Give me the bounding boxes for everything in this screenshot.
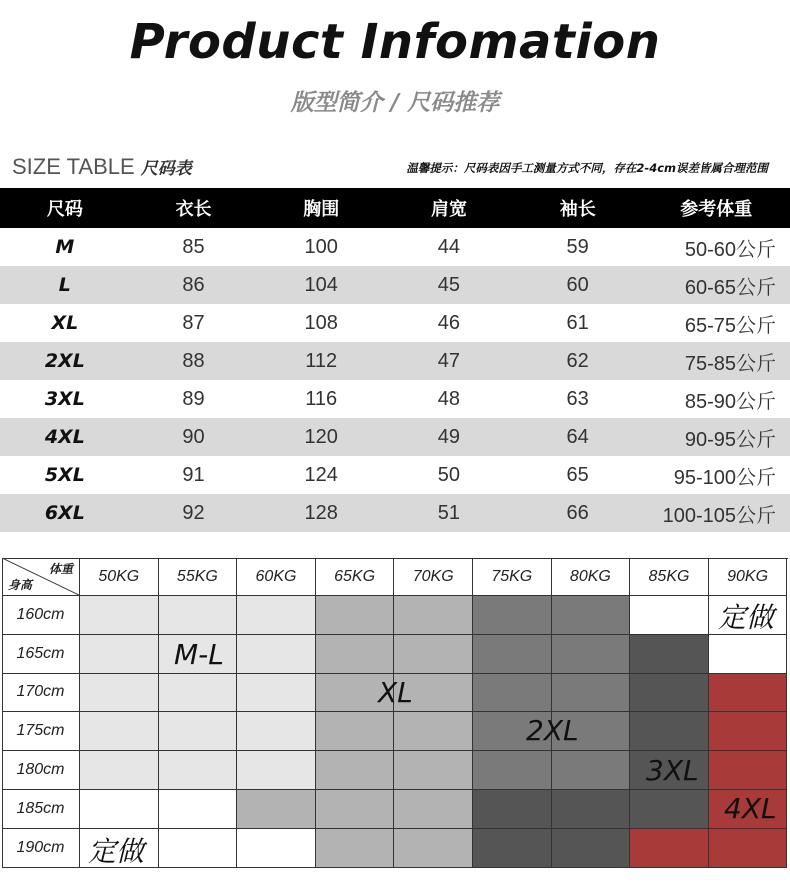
header-sleeve: 袖长 <box>559 199 596 220</box>
grid-cell <box>394 635 473 674</box>
grid-cell <box>237 712 316 751</box>
header-weight: 参考体重 <box>680 199 753 220</box>
grid-cell <box>80 751 159 790</box>
size-row <box>0 304 790 342</box>
weight-column-header: 80KG <box>552 558 631 596</box>
cell-chest: 120 <box>304 425 338 448</box>
height-row-header: 170cm <box>2 674 80 713</box>
cell-chest: 128 <box>304 501 338 524</box>
cell-length: 90 <box>182 425 205 448</box>
grid-cell <box>709 674 788 713</box>
cell-chest: 124 <box>304 463 338 486</box>
measurement-tip: 温馨提示：尺码表因手工测量方式不同，存在2-4cm误差皆属合理范围 <box>406 161 768 175</box>
header-length: 衣长 <box>175 199 212 220</box>
grid-cell <box>552 751 631 790</box>
cell-sleeve: 59 <box>566 235 589 258</box>
cell-length: 87 <box>182 311 205 334</box>
height-row-header: 175cm <box>2 712 80 751</box>
grid-cell <box>630 829 709 868</box>
grid-cell <box>237 751 316 790</box>
height-row-header: 185cm <box>2 790 80 829</box>
grid-cell <box>630 635 709 674</box>
weight-column-header: 85KG <box>630 558 709 596</box>
cell-size: M <box>55 236 75 258</box>
cell-size: 3XL <box>44 388 85 410</box>
label-custom-top: 定做 <box>718 601 775 634</box>
cell-weight: 60-65公斤 <box>684 276 777 299</box>
height-row-header: 160cm <box>2 596 80 635</box>
header-shoulder: 肩宽 <box>431 199 468 220</box>
cell-chest: 104 <box>304 273 338 296</box>
cell-length: 86 <box>182 273 205 296</box>
weight-column-header: 55KG <box>159 558 238 596</box>
grid-cell <box>159 596 238 635</box>
cell-length: 91 <box>182 463 205 486</box>
grid-cell <box>473 596 552 635</box>
grid-cell <box>80 596 159 635</box>
grid-cell <box>159 829 238 868</box>
cell-weight: 50-60公斤 <box>684 238 777 261</box>
cell-size: 6XL <box>44 502 85 524</box>
cell-chest: 116 <box>305 387 338 410</box>
cell-chest: 112 <box>305 349 338 372</box>
grid-cell <box>80 712 159 751</box>
cell-sleeve: 61 <box>566 311 589 334</box>
size-row <box>0 494 790 532</box>
grid-cell <box>552 674 631 713</box>
size-row <box>0 266 790 304</box>
size-table-label-en: SIZE TABLE <box>12 154 135 179</box>
grid-cell <box>552 829 631 868</box>
cell-weight: 100-105公斤 <box>662 504 777 527</box>
grid-cell <box>316 635 395 674</box>
cell-weight: 65-75公斤 <box>684 314 777 337</box>
corner-height-label: 身高 <box>8 578 33 592</box>
size-table-header <box>0 188 790 228</box>
grid-cell <box>237 674 316 713</box>
cell-shoulder: 44 <box>437 235 461 258</box>
grid-cell <box>394 712 473 751</box>
cell-chest: 108 <box>304 311 338 334</box>
size-row <box>0 456 790 494</box>
grid-cell <box>630 712 709 751</box>
grid-cell <box>237 596 316 635</box>
grid-cell <box>237 829 316 868</box>
grid-cell <box>709 751 788 790</box>
cell-sleeve: 65 <box>566 463 589 486</box>
grid-cell <box>237 635 316 674</box>
size-table-label <box>12 154 192 180</box>
grid-cell <box>394 829 473 868</box>
grid-corner <box>2 558 80 596</box>
cell-sleeve: 62 <box>566 349 589 372</box>
grid-cell <box>473 829 552 868</box>
grid-cell <box>709 635 788 674</box>
label-m-l: M-L <box>174 638 224 671</box>
grid-cell <box>473 674 552 713</box>
cell-sleeve: 60 <box>566 273 589 296</box>
corner-weight-label: 体重 <box>48 562 73 576</box>
cell-weight: 75-85公斤 <box>684 352 777 375</box>
grid-cell <box>473 751 552 790</box>
grid-cell <box>316 790 395 829</box>
cell-shoulder: 45 <box>437 273 461 296</box>
size-table-label-cn: 尺码表 <box>140 159 192 178</box>
label-3xl: 3XL <box>646 754 699 787</box>
height-row-header: 165cm <box>2 635 80 674</box>
label-custom-bottom: 定做 <box>88 835 145 868</box>
grid-cell <box>552 790 631 829</box>
size-row <box>0 342 790 380</box>
weight-column-header: 65KG <box>316 558 395 596</box>
weight-column-header: 60KG <box>237 558 316 596</box>
grid-cell <box>159 751 238 790</box>
grid-cell <box>552 635 631 674</box>
grid-cell <box>159 674 238 713</box>
cell-shoulder: 50 <box>437 463 461 486</box>
grid-cell <box>316 596 395 635</box>
cell-shoulder: 47 <box>437 349 461 372</box>
cell-length: 85 <box>182 235 205 258</box>
height-row-header: 180cm <box>2 751 80 790</box>
grid-cell <box>80 790 159 829</box>
cell-shoulder: 49 <box>437 425 461 448</box>
grid-cell <box>237 790 316 829</box>
header-chest: 胸围 <box>303 199 340 220</box>
grid-cell <box>80 635 159 674</box>
cell-size: L <box>58 274 71 296</box>
label-4xl: 4XL <box>724 792 777 825</box>
cell-shoulder: 51 <box>437 501 461 524</box>
cell-shoulder: 46 <box>437 311 461 334</box>
grid-cell <box>709 829 788 868</box>
grid-cell <box>394 790 473 829</box>
size-row <box>0 380 790 418</box>
cell-weight: 85-90公斤 <box>684 390 777 413</box>
weight-column-header: 50KG <box>80 558 159 596</box>
grid-cell <box>630 674 709 713</box>
grid-cell <box>159 712 238 751</box>
cell-length: 89 <box>182 387 205 410</box>
cell-weight: 90-95公斤 <box>684 428 777 451</box>
page-title: Product Infomation <box>129 14 661 70</box>
grid-cell <box>316 829 395 868</box>
cell-shoulder: 48 <box>437 387 461 410</box>
height-row-header: 190cm <box>2 829 80 868</box>
grid-cell <box>473 635 552 674</box>
cell-size: 5XL <box>44 464 85 486</box>
cell-size: XL <box>51 312 79 334</box>
label-xxl: 2XL <box>526 714 579 747</box>
header-size: 尺码 <box>46 199 83 220</box>
grid-cell <box>473 790 552 829</box>
grid-cell <box>80 674 159 713</box>
cell-sleeve: 66 <box>566 501 589 524</box>
cell-size: 4XL <box>44 426 85 448</box>
size-recommendation-grid <box>2 558 788 868</box>
cell-sleeve: 63 <box>566 387 589 410</box>
grid-cell <box>709 712 788 751</box>
size-row <box>0 228 790 266</box>
label-xl: XL <box>378 676 413 709</box>
cell-sleeve: 64 <box>566 425 589 448</box>
grid-cell <box>630 596 709 635</box>
grid-cell <box>394 751 473 790</box>
page-subtitle: 版型简介 / 尺码推荐 <box>290 90 500 116</box>
weight-column-header: 90KG <box>709 558 788 596</box>
weight-column-header: 75KG <box>473 558 552 596</box>
grid-cell <box>394 596 473 635</box>
grid-cell <box>316 751 395 790</box>
cell-chest: 100 <box>304 235 338 258</box>
grid-cell <box>552 596 631 635</box>
grid-cell <box>630 790 709 829</box>
cell-length: 92 <box>182 501 205 524</box>
cell-length: 88 <box>182 349 205 372</box>
cell-size: 2XL <box>44 350 85 372</box>
grid-cell <box>316 712 395 751</box>
grid-cell <box>159 790 238 829</box>
cell-weight: 95-100公斤 <box>673 466 777 489</box>
size-row <box>0 418 790 456</box>
weight-column-header: 70KG <box>394 558 473 596</box>
size-table <box>0 188 790 532</box>
